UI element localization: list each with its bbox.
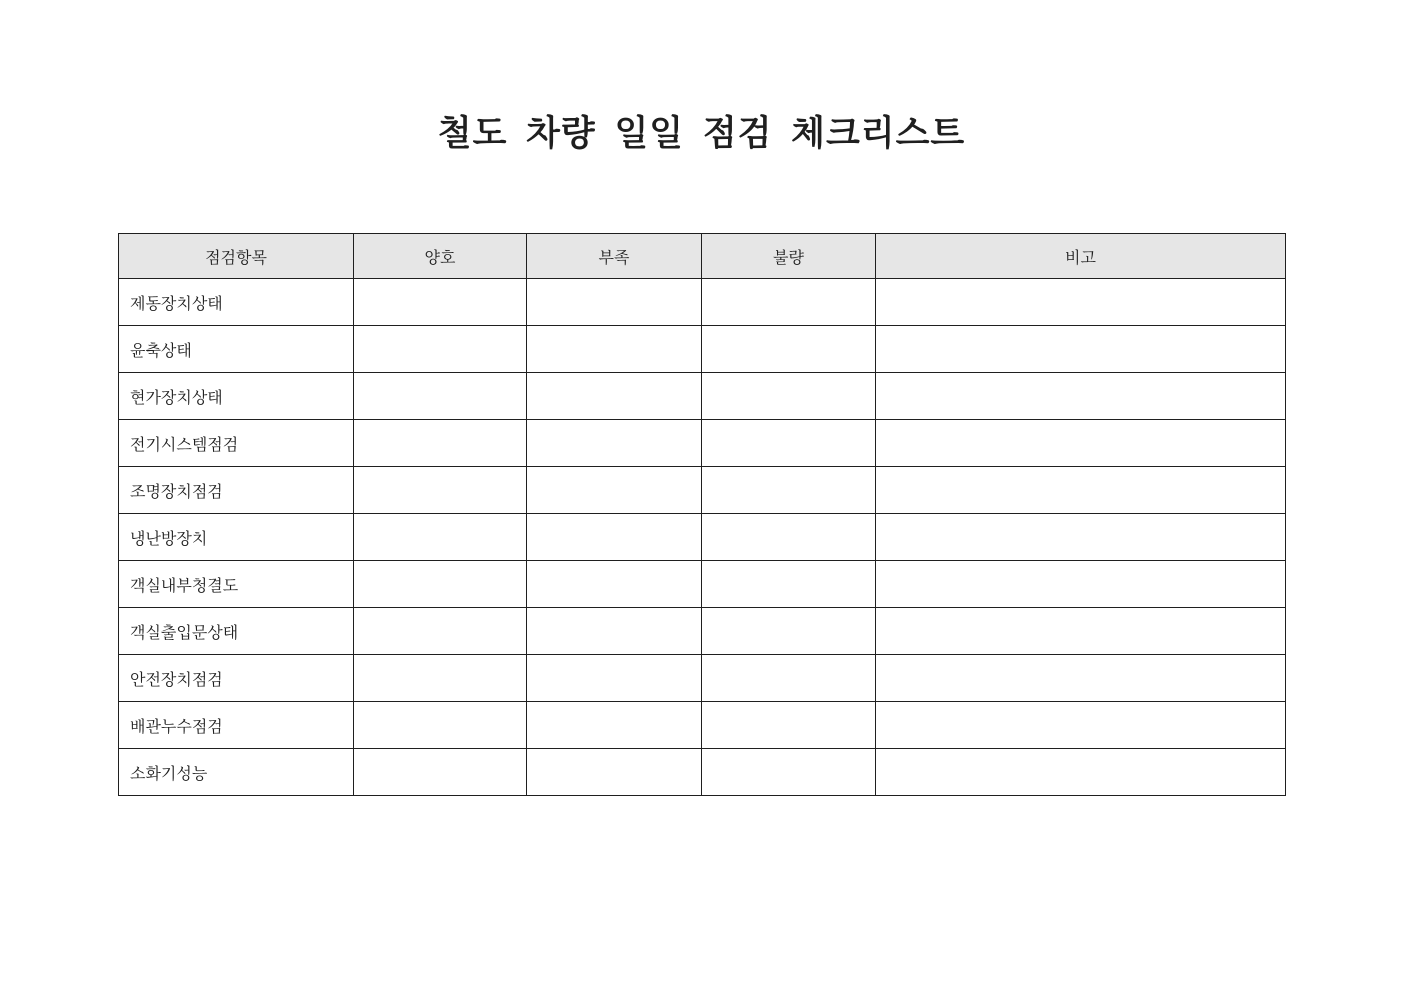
cell-remarks[interactable]: [876, 420, 1286, 467]
cell-insufficient[interactable]: [527, 279, 702, 326]
col-header-good: 양호: [354, 234, 527, 279]
cell-good[interactable]: [354, 279, 527, 326]
cell-insufficient[interactable]: [527, 420, 702, 467]
inspection-item-label: 현가장치상태: [119, 373, 354, 420]
cell-insufficient[interactable]: [527, 373, 702, 420]
cell-remarks[interactable]: [876, 561, 1286, 608]
cell-defective[interactable]: [702, 749, 876, 796]
cell-insufficient[interactable]: [527, 702, 702, 749]
cell-remarks[interactable]: [876, 279, 1286, 326]
cell-good[interactable]: [354, 702, 527, 749]
cell-defective[interactable]: [702, 373, 876, 420]
cell-good[interactable]: [354, 326, 527, 373]
inspection-item-label: 객실출입문상태: [119, 608, 354, 655]
col-header-remarks: 비고: [876, 234, 1286, 279]
cell-remarks[interactable]: [876, 514, 1286, 561]
cell-defective[interactable]: [702, 420, 876, 467]
cell-insufficient[interactable]: [527, 467, 702, 514]
table-row: [119, 514, 1286, 561]
col-header-inspection-item: 점검항목: [119, 234, 354, 279]
table-row: [119, 655, 1286, 702]
table-row: [119, 561, 1286, 608]
cell-good[interactable]: [354, 608, 527, 655]
table-row: [119, 702, 1286, 749]
table-row: [119, 373, 1286, 420]
cell-defective[interactable]: [702, 655, 876, 702]
cell-defective[interactable]: [702, 326, 876, 373]
cell-remarks[interactable]: [876, 373, 1286, 420]
cell-good[interactable]: [354, 420, 527, 467]
header-row: [119, 234, 1286, 279]
inspection-item-label: 소화기성능: [119, 749, 354, 796]
cell-defective[interactable]: [702, 702, 876, 749]
cell-insufficient[interactable]: [527, 326, 702, 373]
inspection-checklist-table: [118, 233, 1286, 796]
cell-defective[interactable]: [702, 467, 876, 514]
cell-insufficient[interactable]: [527, 655, 702, 702]
table-row: [119, 420, 1286, 467]
inspection-item-label: 배관누수점검: [119, 702, 354, 749]
cell-good[interactable]: [354, 373, 527, 420]
cell-insufficient[interactable]: [527, 561, 702, 608]
cell-defective[interactable]: [702, 561, 876, 608]
inspection-item-label: 객실내부청결도: [119, 561, 354, 608]
table-row: [119, 608, 1286, 655]
cell-defective[interactable]: [702, 279, 876, 326]
cell-good[interactable]: [354, 749, 527, 796]
cell-remarks[interactable]: [876, 702, 1286, 749]
inspection-item-label: 냉난방장치: [119, 514, 354, 561]
col-header-insufficient: 부족: [527, 234, 702, 279]
cell-remarks[interactable]: [876, 326, 1286, 373]
cell-good[interactable]: [354, 514, 527, 561]
table-row: [119, 467, 1286, 514]
col-header-defective: 불량: [702, 234, 876, 279]
table-row: [119, 326, 1286, 373]
cell-insufficient[interactable]: [527, 514, 702, 561]
cell-good[interactable]: [354, 655, 527, 702]
cell-remarks[interactable]: [876, 749, 1286, 796]
cell-remarks[interactable]: [876, 467, 1286, 514]
cell-good[interactable]: [354, 467, 527, 514]
cell-remarks[interactable]: [876, 655, 1286, 702]
inspection-item-label: 제동장치상태: [119, 279, 354, 326]
document-title: 철도 차량 일일 점검 체크리스트: [437, 114, 966, 153]
table-row: [119, 749, 1286, 796]
cell-defective[interactable]: [702, 608, 876, 655]
inspection-item-label: 윤축상태: [119, 326, 354, 373]
cell-insufficient[interactable]: [527, 608, 702, 655]
cell-insufficient[interactable]: [527, 749, 702, 796]
inspection-item-label: 조명장치점검: [119, 467, 354, 514]
table-row: [119, 279, 1286, 326]
cell-remarks[interactable]: [876, 608, 1286, 655]
inspection-item-label: 전기시스템점검: [119, 420, 354, 467]
cell-defective[interactable]: [702, 514, 876, 561]
inspection-item-label: 안전장치점검: [119, 655, 354, 702]
cell-good[interactable]: [354, 561, 527, 608]
